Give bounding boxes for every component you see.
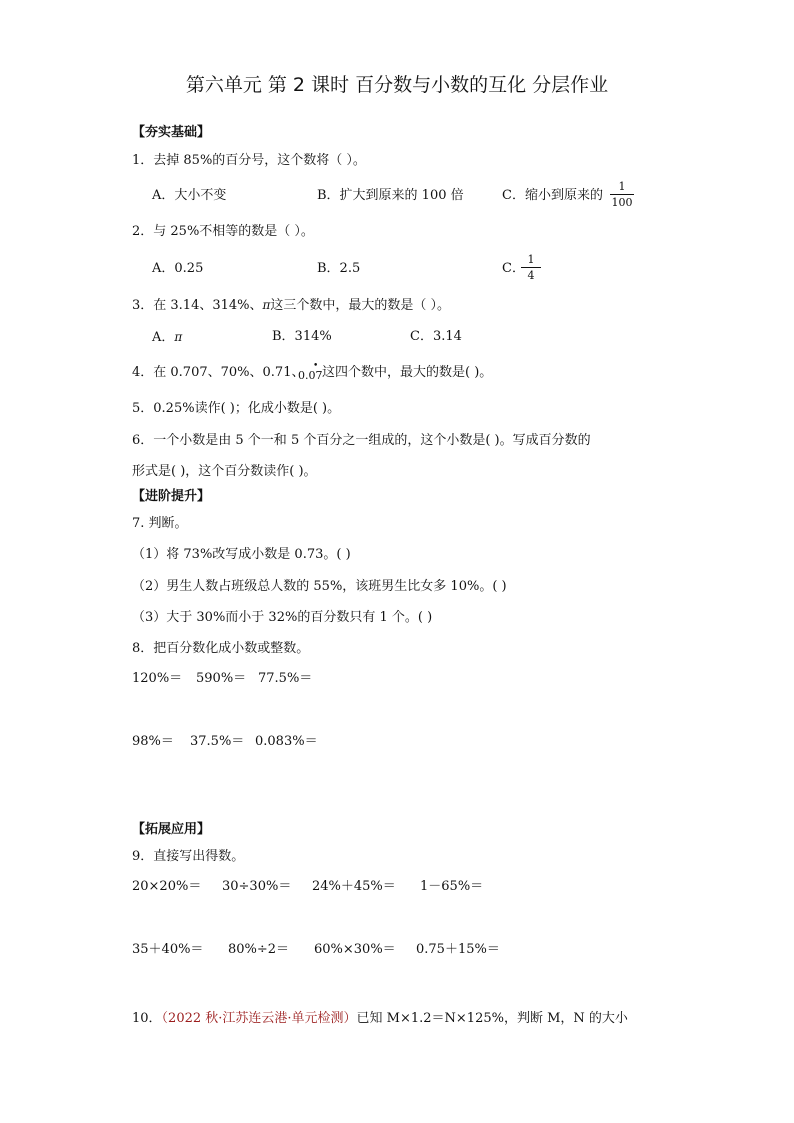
question-8-expr: 37.5%＝ xyxy=(190,734,245,749)
fraction-denominator: 4 xyxy=(527,269,535,282)
question-3-stem xyxy=(132,296,450,315)
question-3-option-b: B．314% xyxy=(272,329,332,344)
fraction-numerator: 1 xyxy=(527,253,535,266)
question-10 xyxy=(132,1010,628,1028)
fraction-numerator: 1 xyxy=(618,180,626,193)
question-3-option-a-label: A． xyxy=(152,330,175,345)
question-10-source: （2022 秋·江苏连云港·单元检测） xyxy=(161,1011,357,1026)
question-8-expr: 77.5%＝ xyxy=(258,671,313,686)
question-6-line-2: 形式是( )，这个百分数读作( )。 xyxy=(132,464,317,479)
question-3-stem-part-a: 3．在 3.14、314%、 xyxy=(132,298,263,313)
page-title: 第六单元 第 2 课时 百分数与小数的互化 分层作业 xyxy=(185,74,609,96)
question-6-line-1: 6．一个小数是由 5 个一和 5 个百分之一组成的，这个小数是( )。写成百分数的 xyxy=(132,433,591,448)
question-2-option-a: A．0.25 xyxy=(152,261,204,276)
pi-symbol: π xyxy=(262,298,271,312)
question-9-expr: 1－65%＝ xyxy=(420,879,484,894)
question-9-expr: 60%×30%＝ xyxy=(314,942,396,957)
question-7-item-2: （2）男生人数占班级总人数的 55%，该班男生比女多 10%。( ) xyxy=(132,579,507,594)
question-8-expr: 98%＝ xyxy=(132,734,174,749)
repeating-dot: • xyxy=(313,361,319,371)
question-1-stem: 1．去掉 85%的百分号，这个数将（ ）。 xyxy=(132,153,366,168)
section-advanced-heading: 【进阶提升】 xyxy=(132,489,211,504)
question-9-expr: 35＋40%＝ xyxy=(132,942,204,957)
question-3-option-a xyxy=(152,328,182,347)
question-3-stem-part-b: 这三个数中，最大的数是（ ）。 xyxy=(270,298,451,313)
question-9-expr: 80%÷2＝ xyxy=(228,942,290,957)
question-9-expr: 24%＋45%＝ xyxy=(312,879,396,894)
question-7-stem: 7. 判断。 xyxy=(132,516,188,531)
question-7-item-1: （1）将 73%改写成小数是 0.73。( ) xyxy=(132,547,351,562)
question-7-item-3: （3）大于 30%而小于 32%的百分数只有 1 个。( ) xyxy=(132,610,433,625)
question-2-stem: 2．与 25%不相等的数是（ ）。 xyxy=(132,224,314,239)
question-2-option-c-fraction xyxy=(521,253,541,282)
question-8-expr: 120%＝ xyxy=(132,671,183,686)
section-basic-heading: 【夯实基础】 xyxy=(132,125,211,140)
fraction-denominator: 100 xyxy=(611,196,633,209)
section-extension-heading: 【拓展应用】 xyxy=(132,822,211,837)
question-8-expr: 590%＝ xyxy=(196,671,247,686)
question-1-option-a: A．大小不变 xyxy=(152,188,227,203)
question-10-text: 已知 M×1.2＝N×125%，判断 M，N 的大小 xyxy=(356,1011,628,1026)
question-9-expr: 30÷30%＝ xyxy=(222,879,292,894)
pi-symbol: π xyxy=(174,330,183,344)
question-4-stem-part-a: 4．在 0.707、70%、0.71、 xyxy=(132,365,305,380)
question-4-stem-part-b: 这四个数中，最大的数是( )。 xyxy=(322,365,493,380)
question-1-option-c: C．缩小到原来的 xyxy=(502,188,603,203)
question-1-option-b: B．扩大到原来的 100 倍 xyxy=(317,188,464,203)
question-2-option-b: B．2.5 xyxy=(317,261,361,276)
question-2-option-c: C． xyxy=(502,261,525,276)
question-9-expr: 20×20%＝ xyxy=(132,879,202,894)
fraction-bar xyxy=(610,194,634,195)
question-5: 5．0.25%读作( )；化成小数是( )。 xyxy=(132,401,341,416)
question-9-stem: 9．直接写出得数。 xyxy=(132,849,245,864)
question-3-option-c: C．3.14 xyxy=(410,329,462,344)
question-8-stem: 8．把百分数化成小数或整数。 xyxy=(132,641,310,656)
fraction-bar xyxy=(521,267,541,268)
repeating-decimal: 0.07 xyxy=(298,369,323,382)
question-1-option-c-fraction xyxy=(610,180,634,209)
question-10-number: 10． xyxy=(132,1011,162,1026)
question-8-expr: 0.083%＝ xyxy=(255,734,318,749)
question-9-expr: 0.75＋15%＝ xyxy=(416,942,500,957)
